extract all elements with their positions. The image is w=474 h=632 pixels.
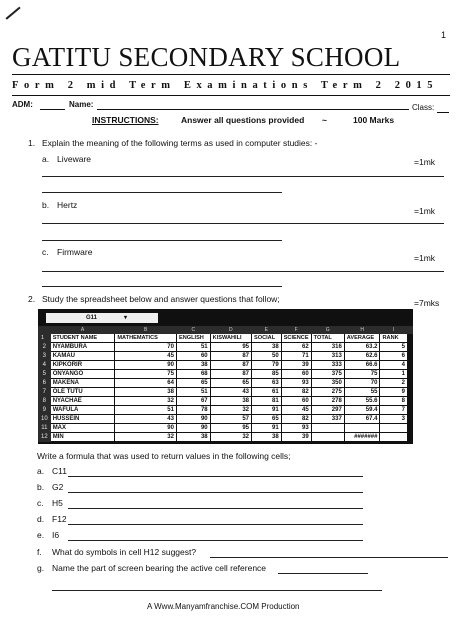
table-cell: 38 bbox=[210, 397, 251, 406]
table-cell: 81 bbox=[252, 397, 282, 406]
class-field[interactable] bbox=[437, 112, 449, 113]
table-cell: 337 bbox=[311, 415, 344, 424]
table-cell: 61 bbox=[252, 388, 282, 397]
name-field[interactable] bbox=[97, 109, 409, 110]
table-cell: 7 bbox=[380, 406, 407, 415]
table-cell bbox=[380, 424, 407, 433]
q1b-marks: =1mk bbox=[414, 206, 436, 216]
pen-mark bbox=[6, 7, 21, 20]
grid-edge bbox=[407, 343, 412, 352]
answer-line[interactable] bbox=[42, 223, 444, 224]
answer-line[interactable] bbox=[68, 476, 363, 477]
grid-edge bbox=[407, 327, 412, 334]
q2-part-text: H5 bbox=[52, 498, 63, 508]
table-cell: 71 bbox=[281, 352, 311, 361]
table-cell: 75 bbox=[344, 370, 380, 379]
table-cell: 85 bbox=[252, 370, 282, 379]
title-rule-bottom bbox=[12, 95, 450, 96]
row-number: 6 bbox=[39, 379, 51, 388]
table-cell: 64 bbox=[115, 379, 177, 388]
table-cell: 39 bbox=[281, 433, 311, 442]
grid-edge bbox=[407, 361, 412, 370]
answer-line[interactable] bbox=[68, 508, 363, 509]
table-row bbox=[39, 406, 413, 415]
table-cell: 9 bbox=[380, 388, 407, 397]
instructions-text: Answer all questions provided bbox=[181, 115, 305, 125]
table-row bbox=[39, 388, 413, 397]
table-cell: 375 bbox=[311, 370, 344, 379]
column-header: SOCIAL bbox=[252, 334, 282, 343]
q1c-letter: c. bbox=[42, 247, 49, 257]
table-cell: 313 bbox=[311, 352, 344, 361]
q1a-letter: a. bbox=[42, 154, 50, 164]
grid-edge bbox=[407, 424, 412, 433]
table-cell: MIN bbox=[50, 433, 115, 442]
table-cell: 51 bbox=[176, 388, 210, 397]
table-row bbox=[39, 415, 413, 424]
q2-part-letter: e. bbox=[37, 530, 45, 540]
table-cell: 51 bbox=[176, 343, 210, 352]
table-cell: ONYANGO bbox=[50, 370, 115, 379]
q2-part-letter: c. bbox=[37, 498, 44, 508]
grid-edge bbox=[407, 388, 412, 397]
column-letter: H bbox=[344, 327, 380, 334]
q2-part-text: F12 bbox=[52, 514, 67, 524]
table-cell: 91 bbox=[252, 424, 282, 433]
table-cell: 87 bbox=[210, 352, 251, 361]
row-number: 4 bbox=[39, 361, 51, 370]
row-number: 1 bbox=[39, 334, 51, 343]
row-number: 7 bbox=[39, 388, 51, 397]
answer-line[interactable] bbox=[210, 557, 448, 558]
column-header: KISWAHILI bbox=[210, 334, 251, 343]
table-cell bbox=[380, 433, 407, 442]
table-cell: 51 bbox=[115, 406, 177, 415]
table-cell: 32 bbox=[115, 397, 177, 406]
table-cell: KIPKORIR bbox=[50, 361, 115, 370]
column-letter: I bbox=[380, 327, 407, 334]
column-header: ENGLISH bbox=[176, 334, 210, 343]
name-label: Name: bbox=[69, 100, 94, 109]
q2-part-text: G2 bbox=[52, 482, 64, 492]
table-row bbox=[39, 370, 413, 379]
table-cell: 90 bbox=[115, 424, 177, 433]
table-cell: 82 bbox=[281, 388, 311, 397]
column-header: STUDENT NAME bbox=[50, 334, 115, 343]
table-cell: 93 bbox=[281, 424, 311, 433]
column-letter: F bbox=[281, 327, 311, 334]
column-header: SCIENCE bbox=[281, 334, 311, 343]
footer-credit: A Www.Manyamfranchise.COM Production bbox=[147, 602, 300, 611]
table-cell: 70 bbox=[344, 379, 380, 388]
name-box bbox=[46, 313, 158, 323]
table-cell: 50 bbox=[252, 352, 282, 361]
q1c-term: Firmware bbox=[57, 247, 93, 257]
instructions-separator: ~ bbox=[322, 115, 327, 125]
row-number: 3 bbox=[39, 352, 51, 361]
table-cell: 38 bbox=[176, 433, 210, 442]
column-header: RANK bbox=[380, 334, 407, 343]
q2-part-letter: b. bbox=[37, 482, 45, 492]
answer-line[interactable] bbox=[42, 176, 444, 177]
grid-edge bbox=[407, 397, 412, 406]
table-cell: OLE TUTU bbox=[50, 388, 115, 397]
table-cell: 91 bbox=[252, 406, 282, 415]
adm-label: ADM: bbox=[12, 100, 33, 109]
grid-edge bbox=[407, 352, 412, 361]
table-cell: 60 bbox=[281, 397, 311, 406]
table-cell: 87 bbox=[210, 361, 251, 370]
table-cell: 45 bbox=[281, 406, 311, 415]
answer-line[interactable] bbox=[42, 271, 444, 272]
table-cell: 60 bbox=[176, 352, 210, 361]
q1-text: Explain the meaning of the following terms as used in computer studies: - bbox=[42, 138, 318, 148]
column-header: TOTAL bbox=[311, 334, 344, 343]
table-cell: 38 bbox=[252, 343, 282, 352]
table-cell: 62 bbox=[281, 343, 311, 352]
table-cell: 95 bbox=[210, 424, 251, 433]
total-marks: 100 Marks bbox=[353, 115, 395, 125]
table-row bbox=[39, 397, 413, 406]
table-cell bbox=[311, 424, 344, 433]
table-cell: 67.4 bbox=[344, 415, 380, 424]
table-cell: 350 bbox=[311, 379, 344, 388]
table-cell: 5 bbox=[380, 343, 407, 352]
column-letter: G bbox=[311, 327, 344, 334]
table-cell: 68 bbox=[176, 370, 210, 379]
q2-marks: =7mks bbox=[414, 298, 440, 308]
grid-edge bbox=[407, 415, 412, 424]
table-cell: 63 bbox=[252, 379, 282, 388]
table-cell: 65 bbox=[252, 415, 282, 424]
table-cell: MAX bbox=[50, 424, 115, 433]
table-cell: 90 bbox=[176, 424, 210, 433]
table-cell: 3 bbox=[380, 415, 407, 424]
table-cell: 43 bbox=[115, 415, 177, 424]
table-row bbox=[39, 361, 413, 370]
table-cell: 38 bbox=[176, 361, 210, 370]
answer-line[interactable] bbox=[42, 192, 282, 193]
table-cell: HUSSEIN bbox=[50, 415, 115, 424]
table-cell: 60 bbox=[281, 370, 311, 379]
column-letter: E bbox=[252, 327, 282, 334]
table-row bbox=[39, 352, 413, 361]
q1a-marks: =1mk bbox=[414, 157, 436, 167]
q1b-letter: b. bbox=[42, 200, 50, 210]
answer-line[interactable] bbox=[278, 573, 368, 574]
row-number: 2 bbox=[39, 343, 51, 352]
row-number: 8 bbox=[39, 397, 51, 406]
table-cell: 275 bbox=[311, 388, 344, 397]
table-cell: 75 bbox=[115, 370, 177, 379]
answer-line[interactable] bbox=[42, 240, 282, 241]
column-letter: A bbox=[50, 327, 115, 334]
table-cell: 87 bbox=[210, 370, 251, 379]
table-cell: 57 bbox=[210, 415, 251, 424]
q2-part-letter: a. bbox=[37, 466, 45, 476]
q2-part-text: What do symbols in cell H12 suggest? bbox=[52, 547, 197, 557]
column-letter: B bbox=[115, 327, 177, 334]
row-number: 11 bbox=[39, 424, 51, 433]
table-cell: 333 bbox=[311, 361, 344, 370]
table-cell: 39 bbox=[281, 361, 311, 370]
grid-edge bbox=[407, 379, 412, 388]
table-cell: 82 bbox=[281, 415, 311, 424]
instructions-label: INSTRUCTIONS: bbox=[92, 115, 159, 125]
column-header: MATHEMATICS bbox=[115, 334, 177, 343]
table-cell: 43 bbox=[210, 388, 251, 397]
column-letter: D bbox=[210, 327, 251, 334]
table-cell: 90 bbox=[115, 361, 177, 370]
table-cell: 8 bbox=[380, 397, 407, 406]
answer-line[interactable] bbox=[52, 590, 382, 591]
table-cell: 66.6 bbox=[344, 361, 380, 370]
table-cell: 297 bbox=[311, 406, 344, 415]
school-name: GATITU SECONDARY SCHOOL bbox=[12, 42, 401, 72]
q2-part-letter: d. bbox=[37, 514, 45, 524]
table-row bbox=[39, 424, 413, 433]
table-row bbox=[39, 343, 413, 352]
table-row bbox=[39, 379, 413, 388]
q2-instruction: Write a formula that was used to return values in the following cells; bbox=[37, 451, 291, 461]
answer-line[interactable] bbox=[68, 524, 363, 525]
row-number: 12 bbox=[39, 433, 51, 442]
table-cell: 6 bbox=[380, 352, 407, 361]
answer-line[interactable] bbox=[68, 492, 363, 493]
q1-number: 1. bbox=[28, 138, 36, 148]
grid-edge bbox=[407, 406, 412, 415]
table-cell: 55.6 bbox=[344, 397, 380, 406]
table-cell: 90 bbox=[176, 415, 210, 424]
table-cell: 55 bbox=[344, 388, 380, 397]
table-cell: 70 bbox=[115, 343, 177, 352]
table-cell: KAMAU bbox=[50, 352, 115, 361]
grid-edge bbox=[407, 334, 412, 343]
table-cell bbox=[311, 433, 344, 442]
q1c-marks: =1mk bbox=[414, 253, 436, 263]
q1a-term: Liveware bbox=[57, 154, 92, 164]
q2-part-text: I6 bbox=[52, 530, 60, 540]
table-row bbox=[39, 433, 413, 442]
q2-part-text: Name the part of screen bearing the active cell reference bbox=[52, 563, 267, 573]
table-cell: 67 bbox=[176, 397, 210, 406]
q2-part-text: C11 bbox=[52, 466, 67, 476]
spreadsheet-grid bbox=[38, 326, 413, 442]
answer-line[interactable] bbox=[68, 540, 363, 541]
row-number: 9 bbox=[39, 406, 51, 415]
table-cell: 38 bbox=[115, 388, 177, 397]
table-cell: 32 bbox=[210, 406, 251, 415]
q1b-term: Hertz bbox=[57, 200, 78, 210]
table-cell: NYAMBURA bbox=[50, 343, 115, 352]
table-cell: 65 bbox=[210, 379, 251, 388]
grid-edge bbox=[407, 433, 412, 442]
table-cell: 32 bbox=[115, 433, 177, 442]
table-cell: 65 bbox=[176, 379, 210, 388]
column-header: AVERAGE bbox=[344, 334, 380, 343]
table-cell bbox=[344, 424, 380, 433]
title-rule-top bbox=[12, 74, 450, 75]
row-number: 10 bbox=[39, 415, 51, 424]
table-cell: 4 bbox=[380, 361, 407, 370]
table-cell: 38 bbox=[252, 433, 282, 442]
class-label: Class: bbox=[412, 103, 435, 112]
q2-part-letter: f. bbox=[37, 547, 42, 557]
q2-part-letter: g. bbox=[37, 563, 45, 573]
table-cell: 45 bbox=[115, 352, 177, 361]
adm-field[interactable] bbox=[40, 109, 65, 110]
table-cell: 62.6 bbox=[344, 352, 380, 361]
q2-text: Study the spreadsheet below and answer questions that follow; bbox=[42, 294, 280, 304]
table-cell: 63.2 bbox=[344, 343, 380, 352]
table-cell: NYACHAE bbox=[50, 397, 115, 406]
table-cell: MAKENA bbox=[50, 379, 115, 388]
exam-title: Form 2 mid Term Examinations Term 2 2015 bbox=[12, 80, 439, 91]
table-cell: 278 bbox=[311, 397, 344, 406]
table-cell: 2 bbox=[380, 379, 407, 388]
answer-line[interactable] bbox=[42, 286, 282, 287]
table-cell: WAFULA bbox=[50, 406, 115, 415]
chevron-down-icon: ▾ bbox=[124, 315, 128, 321]
grid-edge bbox=[407, 370, 412, 379]
grid-corner bbox=[39, 327, 51, 334]
q2-number: 2. bbox=[28, 294, 36, 304]
table-cell: 32 bbox=[210, 433, 251, 442]
table-cell: 1 bbox=[380, 370, 407, 379]
spreadsheet-image bbox=[38, 309, 413, 444]
column-letter: C bbox=[176, 327, 210, 334]
table-cell: ####### bbox=[344, 433, 380, 442]
cell-reference: G11 bbox=[86, 315, 98, 321]
table-cell: 59.4 bbox=[344, 406, 380, 415]
table-cell: 95 bbox=[210, 343, 251, 352]
table-cell: 93 bbox=[281, 379, 311, 388]
table-cell: 78 bbox=[176, 406, 210, 415]
row-number: 5 bbox=[39, 370, 51, 379]
table-cell: 316 bbox=[311, 343, 344, 352]
page-number: 1 bbox=[441, 30, 447, 40]
table-cell: 79 bbox=[252, 361, 282, 370]
